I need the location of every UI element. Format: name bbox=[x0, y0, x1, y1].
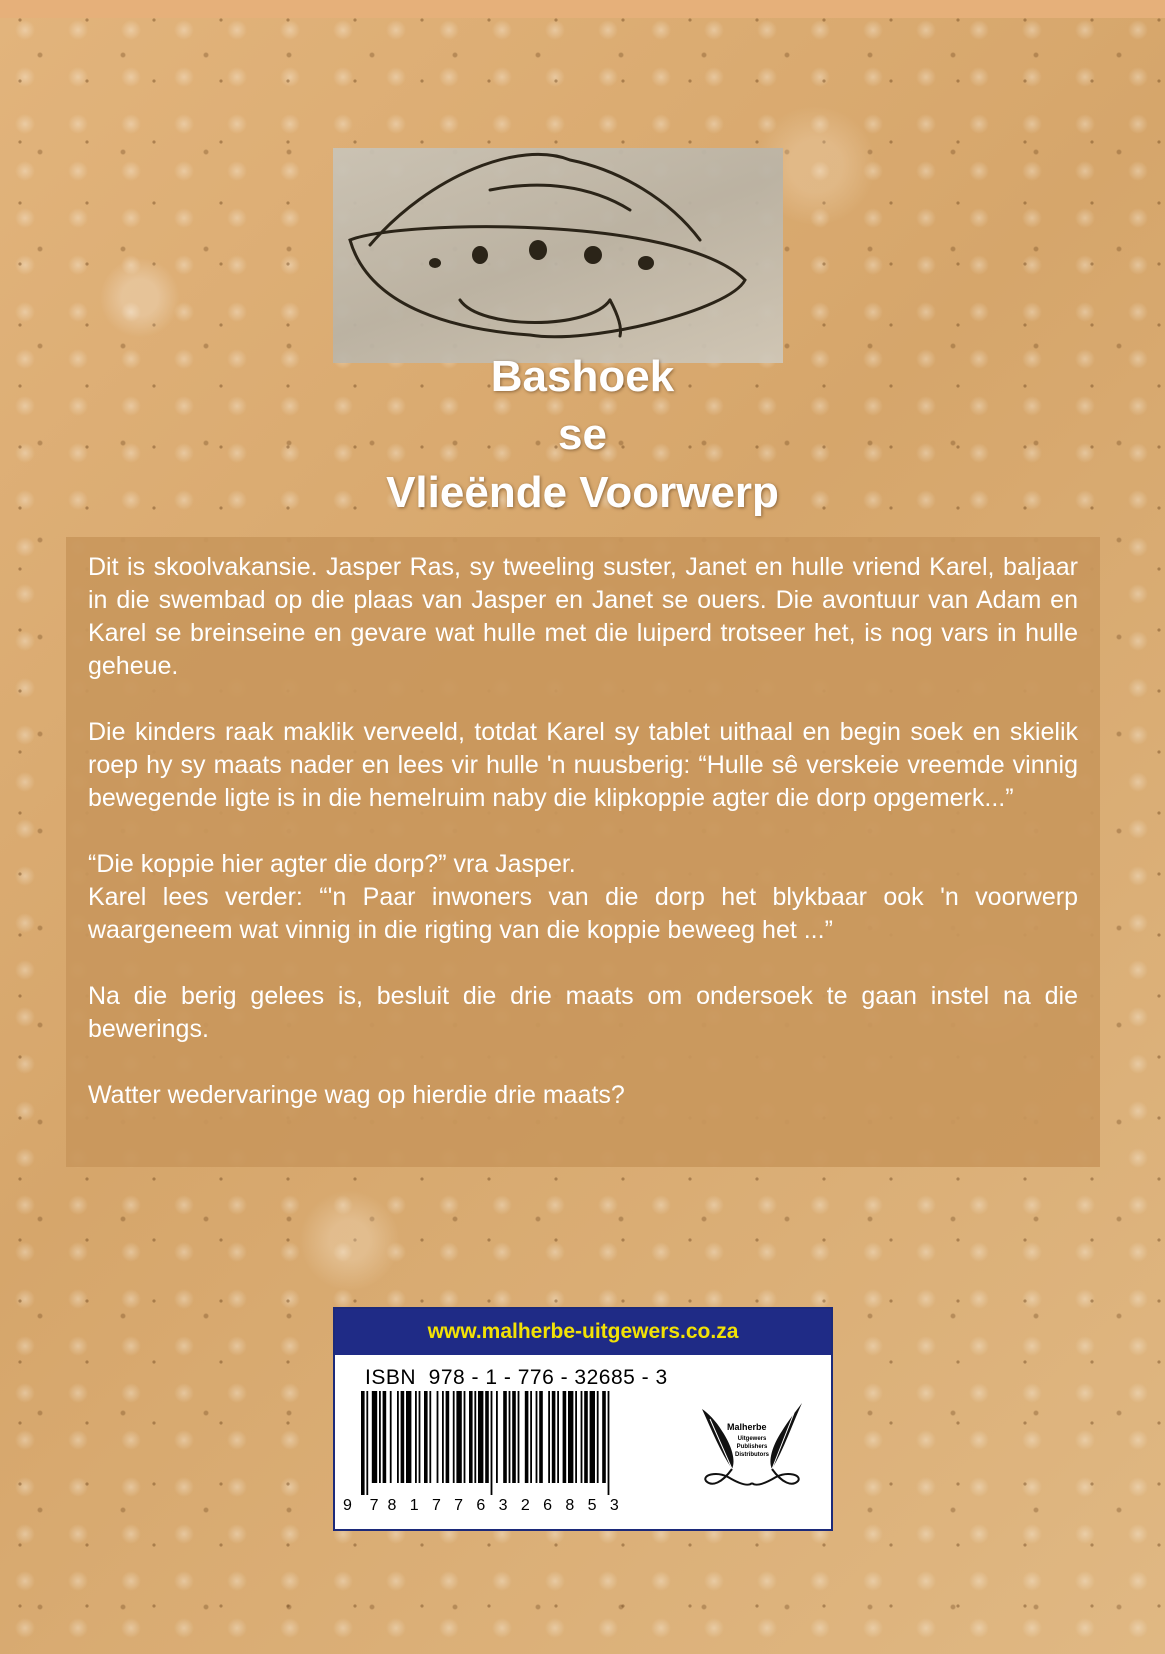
ufo-drawing-icon bbox=[340, 150, 760, 360]
blurb-paragraph: Dit is skoolvakansie. Jasper Ras, sy tweeling suster, Janet en hulle vriend Karel, baljaar in die swembad op die plaas van Jasper en Janet se ouers. Die avontuur van Adam en Karel se breinseine en gevare wat hulle met die luiperd trotseer het, is nog vars in hulle geheue. bbox=[88, 553, 1078, 680]
publisher-logo-subtitle: Uitgewers Publishers Distributors bbox=[734, 1436, 769, 1458]
blurb-paragraph: “Die koppie hier agter die dorp?” vra Jasper. bbox=[88, 850, 576, 878]
barcode-icon bbox=[343, 1391, 673, 1496]
blurb-paragraph: Karel lees verder: “'n Paar inwoners van die dorp het blykbaar ook 'n voorwerp waargeneem wat vinnig in die rigting van die koppie beweeg het ...” bbox=[88, 883, 1078, 944]
isbn-barcode-panel bbox=[333, 1307, 833, 1531]
top-color-strip bbox=[0, 0, 1165, 18]
back-cover-blurb bbox=[66, 537, 1100, 1167]
blurb-paragraph: Watter wedervaringe wag op hierdie drie maats? bbox=[88, 1081, 625, 1109]
publisher-logo-name: Malherbe bbox=[727, 1422, 767, 1432]
barcode-digits: 9 7 8 1 7 7 6 3 2 6 8 5 3 bbox=[343, 1497, 619, 1514]
book-title-line-3: Vlieënde Voorwerp bbox=[386, 468, 779, 517]
book-title-line-2: se bbox=[558, 410, 607, 459]
blurb-paragraph: Na die berig gelees is, besluit die drie maats om ondersoek te gaan instel na die bewerings. bbox=[88, 982, 1078, 1043]
book-title-line-1: Bashoek bbox=[490, 352, 675, 401]
isbn-number: ISBN 978 - 1 - 776 - 32685 - 3 bbox=[365, 1366, 668, 1389]
blurb-paragraph: Die kinders raak maklik verveeld, totdat Karel sy tablet uithaal en begin soek en skielik roep hy sy maats nader en lees vir hulle 'n nuusberig: “Hulle sê verskeie vreemde vinnig bewegende ligte is in die hemelruim naby die klipkoppie agter die dorp opgemerk...” bbox=[88, 718, 1078, 812]
publisher-url: www.malherbe-uitgewers.co.za bbox=[335, 1309, 831, 1355]
